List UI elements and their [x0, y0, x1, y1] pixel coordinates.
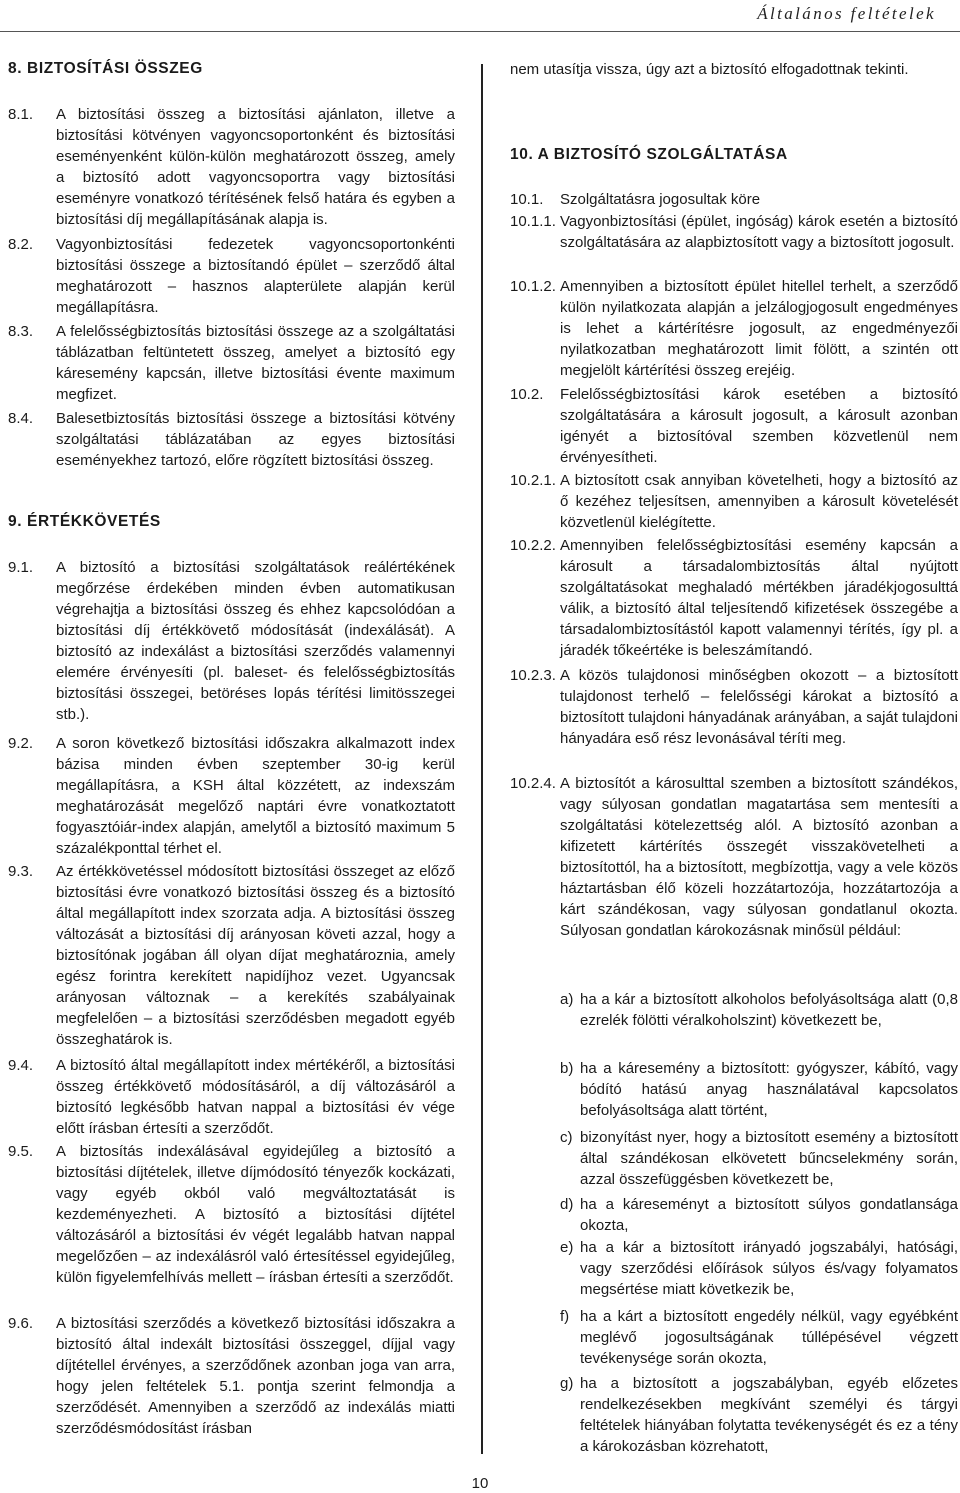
paragraph-number: 8.3. [8, 323, 34, 340]
paragraph-text: A soron következő biztosítási időszakra alkalmazott index bázisa minden évben szeptember 30-ig kerül megállapításra, a KSH által közzétett, az indexszám meghatározását megelőző naptári évre vonatkoztatott fogyasztóiár-index alapján, amelytől a biztosító maximum 5 százalékponttal térhet el. [56, 735, 455, 857]
paragraph-text: Vagyonbiztosítási (épület, ingóság) károk esetén a biztosító szolgáltatására az alapbiztosított vagy a biztosított jogosult. [560, 213, 958, 251]
list-item-b [510, 1058, 958, 1121]
paragraph-text: A biztosítási szerződés a következő biztosítási időszakra a biztosító által indexált biztosítási összeggel, díjjal vagy díjtétellel érvényes, a szerződőnek azonban joga van arra, hogy jelen feltételek 5.1. pontja szerint felmondja a szerződését. Amennyiben a szerződő az indexálás miatti szerződésmódosítást írásban [56, 1315, 455, 1437]
list-marker: b) [560, 1060, 574, 1077]
paragraph-text: Amennyiben a biztosított épület hitellel terhelt, a szerződő külön nyilatkozata alapján a jelzálogjogosult engedményes is lehet a kártérítésre jogosult, az engedményezői nyilatkozatban meghatározott limit fölött, a szintén ott megjelölt kártérítési összeg erejéig. [560, 278, 958, 379]
paragraph-text: Vagyonbiztosítási fedezetek vagyoncsoportonkénti biztosítási összege a biztosítandó épület – szerződő által meghatározott – hasznos alapterülete alapján kerül megállapításra. [56, 236, 455, 316]
section-heading-10: 10. A BIZTOSÍTÓ SZOLGÁLTATÁSA [510, 146, 788, 163]
list-item-f [510, 1306, 958, 1369]
header-rule [0, 31, 960, 32]
paragraph-text: A biztosító által megállapított index mértékéről, a biztosítási összeg értékkövető módosításáról, a díj változásáról a biztosító legkésőbb hatvan nappal a biztosítási év vége előtt írásban értesíti a szerződőt. [56, 1057, 455, 1137]
continued-paragraph [510, 59, 958, 80]
list-marker: d) [560, 1196, 574, 1213]
paragraph-text: Szolgáltatásra jogosultak köre [560, 191, 761, 208]
paragraph-10-1-1 [510, 211, 958, 253]
paragraph-8-1 [8, 104, 455, 230]
paragraph-number: 9.2. [8, 735, 34, 752]
paragraph-number: 9.1. [8, 559, 34, 576]
paragraph-text: A biztosítás indexálásával egyidejűleg a biztosító a biztosítási díjtételek, illetve díjmódosító tényezők kockázati, vagy egyéb okból való megváltoztatását is kezdeményezheti. A biztosító a biztosítási díjtétel változásáról a biztosítási év végét legalább hatvan nappal megelőzően – az indexálásról való értesítéssel egyidejűleg, külön figyelemfelhívás mellett – írásban értesíti a szerződőt. [56, 1143, 455, 1286]
paragraph-text: Felelősségbiztosítási károk esetében a biztosító szolgáltatására a károsult jogosult, a károsult azonban igényét a biztosítóval szemben közvetlenül nem érvényesítheti. [560, 386, 958, 466]
paragraph-9-3 [8, 861, 455, 1050]
paragraph-text: Az értékkövetéssel módosított biztosítási összeget az előző biztosítási évre vonatkozó biztosítási összeg és a biztosító által megállapított index szorzata adja. A biztosítási összeg változását a biztosítási díj arányosan követi azzal, hogy a biztosítónak jogában áll olyan díjat meghatároznia, amely egész forintra kerekített napidíjhoz vezet. Ugyancsak arányosan változnak – a kerekítés szabályainak megfelelően – a biztosítási szerződésben megadott egyéb összeghatárok is. [56, 863, 455, 1048]
paragraph-9-5 [8, 1141, 455, 1288]
paragraph-number: 10.2. [510, 386, 544, 403]
paragraph-number: 9.3. [8, 863, 34, 880]
paragraph-number: 10.1. [510, 191, 544, 208]
list-marker: a) [560, 991, 574, 1008]
paragraph-10-2-2 [510, 535, 958, 661]
paragraph-number: 10.2.1. [510, 472, 556, 489]
paragraph-number: 8.1. [8, 106, 34, 123]
paragraph-8-4 [8, 408, 455, 471]
list-item-e [510, 1237, 958, 1300]
paragraph-9-6 [8, 1313, 455, 1439]
paragraph-text: A biztosított csak annyiban követelheti, hogy a biztosító az ő kezéhez teljesítsen, amennyiben a károsult követelését közvetlenül kielégítette. [560, 472, 958, 531]
paragraph-8-2 [8, 234, 455, 318]
paragraph-text: A felelősségbiztosítás biztosítási összege az a szolgáltatási táblázatban feltüntetett összeg, amelyet a biztosító egy káresemény kapcsán, illetve biztosítási évente maximum megfizet. [56, 323, 455, 403]
list-item-text: ha a káreseményt a biztosított súlyos gondatlansága okozta, [580, 1196, 958, 1234]
paragraph-10-2 [510, 384, 958, 468]
list-item-text: ha a biztosított a jogszabályban, egyéb előzetes rendelkezésekben megkívánt személyi és tárgyi feltételek hiányában folytatta tevékenységét és ez a tény a károkozásban közrehatott, [580, 1375, 958, 1455]
section-heading-8: 8. BIZTOSÍTÁSI ÖSSZEG [8, 60, 203, 77]
paragraph-number: 9.4. [8, 1057, 34, 1074]
paragraph-number: 9.5. [8, 1143, 34, 1160]
paragraph-10-1-2 [510, 276, 958, 381]
list-item-a [510, 989, 958, 1031]
list-marker: c) [560, 1129, 573, 1146]
paragraph-text: A biztosítót a károsulttal szemben a biztosított szándékos, vagy súlyosan gondatlan magatartása sem mentesíti a szolgáltatási kötelezettség alól. A biztosító azonban a kifizetett kártérítés összegét visszakövetelheti a biztosítottól, ha a biztosított, megbízottja, vagy a vele közös háztartásban élő közeli hozzátartozója, hozzátartozója a kárt szándékosan, vagy súlyosan gondatlanul okozta. Súlyosan gondatlan károkozásnak minősül például: [560, 775, 958, 939]
list-item-text: ha a kár a biztosított irányadó jogszabályi, hatósági, vagy szerződési előírások súlyos és/vagy folyamatos megsértése miatt következik be, [580, 1239, 958, 1298]
paragraph-number: 10.2.3. [510, 667, 556, 684]
paragraph-text: Balesetbiztosítás biztosítási összege a biztosítási kötvény szolgáltatási táblázatában az egyes biztosítási eseményekhez tartozó, előre rögzített biztosítási összeg. [56, 410, 455, 469]
paragraph-10-2-3 [510, 665, 958, 749]
paragraph-9-1 [8, 557, 455, 725]
list-marker: g) [560, 1375, 574, 1392]
paragraph-text: A biztosítási összeg a biztosítási ajánlaton, illetve a biztosítási kötvényen vagyoncsoportonként és biztosítási eseményenként külön-külön meghatározott összeg, amely a biztosító adott vagyoncsoportra vagy biztosítási eseményre vonatkozó térítésének felső határa és egyben a biztosítási díj megállapításának alapja is. [56, 106, 455, 228]
paragraph-text: nem utasítja vissza, úgy azt a biztosító elfogadottnak tekinti. [510, 61, 909, 78]
paragraph-9-4 [8, 1055, 455, 1139]
list-item-text: bizonyítást nyer, hogy a biztosított esemény a biztosított által szándékosan elkövetett bűncselekmény során, azzal összefüggésben következett be, [580, 1129, 958, 1188]
paragraph-10-2-1 [510, 470, 958, 533]
paragraph-9-2 [8, 733, 455, 859]
paragraph-8-3 [8, 321, 455, 405]
paragraph-number: 10.2.4. [510, 775, 556, 792]
paragraph-number: 8.4. [8, 410, 34, 427]
paragraph-number: 10.2.2. [510, 537, 556, 554]
list-marker: e) [560, 1239, 574, 1256]
paragraph-number: 8.2. [8, 236, 34, 253]
paragraph-number: 10.1.1. [510, 213, 556, 230]
paragraph-10-1 [510, 189, 958, 210]
paragraph-number: 10.1.2. [510, 278, 556, 295]
paragraph-10-2-4 [510, 773, 958, 941]
list-item-c [510, 1127, 958, 1190]
page-number: 10 [471, 1475, 489, 1492]
list-item-text: ha a kárt a biztosított engedély nélkül, vagy egyébként meglévő jogosultságának túllépésével végzett tevékenysége során okozta, [580, 1308, 958, 1367]
section-heading-9: 9. ÉRTÉKKÖVETÉS [8, 513, 161, 530]
list-item-text: ha a káresemény a biztosított: gyógyszer, kábító, vagy bódító hatású anyag használatával kapcsolatos befolyásoltsága alatt történt, [580, 1060, 958, 1119]
list-marker: f) [560, 1308, 570, 1325]
column-divider [481, 64, 483, 1454]
list-item-text: ha a kár a biztosított alkoholos befolyásoltsága alatt (0,8 ezrelék fölötti véralkoholszint) következett be, [580, 991, 958, 1029]
paragraph-number: 9.6. [8, 1315, 34, 1332]
paragraph-text: Amennyiben felelősségbiztosítási esemény kapcsán a károsult a társadalombiztosítás által nyújtott szolgáltatásokat meghaladó mértékben járadékjogosulttá válik, a biztosító által teljesítendő kifizetések összegébe a társadalombiztosítástól kapott valamennyi térítés, így pl. a járadék tőkeértéke is beleszámítandó. [560, 537, 958, 659]
paragraph-text: A biztosító a biztosítási szolgáltatások reálértékének megőrzése érdekében minden évben automatikusan végrehajtja a biztosítási összeg és ehhez kapcsolódóan a biztosítási díj értékkövető módosítását (indexálását). A biztosító az indexálást a biztosítási szerződés valamennyi elemére érvényesíti (pl. baleset- és felelősségbiztosítás biztosítási összegei, betöréses lopás térítési limitösszegei stb.). [56, 559, 455, 723]
running-header: Általános feltételek [757, 4, 936, 23]
list-item-d [510, 1194, 958, 1236]
paragraph-text: A közös tulajdonosi minőségben okozott – a biztosított tulajdonost terhelő – felelősségi károkat a biztosító a biztosított tulajdoni hányadának arányában, a saját tulajdoni hányadára eső rész levonásával téríti meg. [560, 667, 958, 747]
list-item-g [510, 1373, 958, 1457]
